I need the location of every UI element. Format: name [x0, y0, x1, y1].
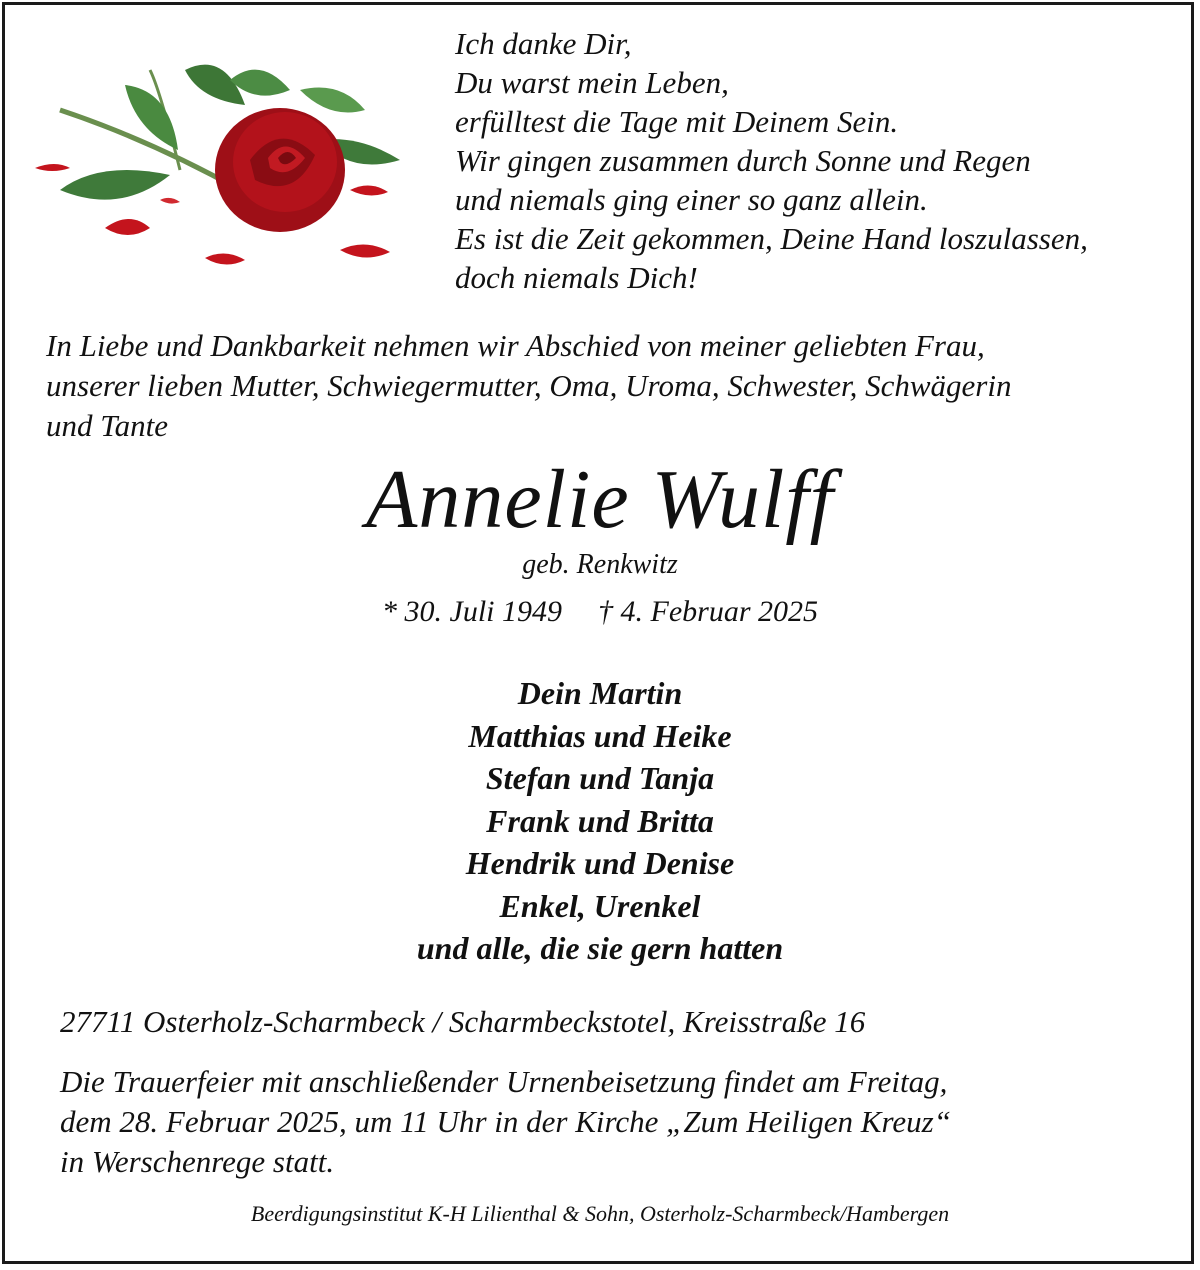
- poem-line: Es ist die Zeit gekommen, Deine Hand loszulassen,: [455, 221, 1088, 256]
- farewell-intro: [46, 326, 1156, 446]
- service-notice: [60, 1062, 1160, 1182]
- poem: [455, 24, 1175, 297]
- rose-image: [30, 50, 410, 280]
- life-dates: [0, 592, 1200, 632]
- family-list: [0, 672, 1200, 970]
- service-line: in Werschenrege statt.: [60, 1144, 335, 1179]
- maiden-name: geb. Renkwitz: [522, 549, 678, 580]
- poem-line: doch niemals Dich!: [455, 260, 698, 295]
- poem-line: und niemals ging einer so ganz allein.: [455, 182, 928, 217]
- family-member: Frank und Britta: [486, 802, 714, 839]
- service-line: dem 28. Februar 2025, um 11 Uhr in der Kirche „Zum Heiligen Kreuz“: [60, 1104, 951, 1139]
- poem-line: Wir gingen zusammen durch Sonne und Regen: [455, 143, 1031, 178]
- service-line: Die Trauerfeier mit anschließender Urnenbeisetzung findet am Freitag,: [60, 1064, 948, 1099]
- death-date: † 4. Februar 2025: [598, 595, 818, 628]
- family-member: Dein Martin: [517, 675, 683, 711]
- poem-line: Ich danke Dir,: [455, 26, 632, 61]
- intro-line: In Liebe und Dankbarkeit nehmen wir Abschied von meiner geliebten Frau,: [46, 328, 985, 363]
- intro-line: und Tante: [46, 408, 169, 443]
- family-member: und alle, die sie gern hatten: [416, 930, 784, 966]
- family-member: Stefan und Tanja: [485, 760, 715, 796]
- family-member: Enkel, Urenkel: [499, 887, 701, 924]
- family-member: Hendrik und Denise: [465, 845, 735, 881]
- poem-line: Du warst mein Leben,: [455, 65, 729, 100]
- poem-line: erfülltest die Tage mit Deinem Sein.: [455, 104, 899, 139]
- birth-date: * 30. Juli 1949: [382, 595, 562, 628]
- funeral-home: Beerdigungsinstitut K-H Lilienthal & Sohn, Osterholz-Scharmbeck/Hambergen: [250, 1201, 950, 1226]
- family-member: Matthias und Heike: [468, 717, 732, 754]
- address: 27711 Osterholz-Scharmbeck / Scharmbeckstotel, Kreisstraße 16: [60, 1004, 866, 1039]
- intro-line: unserer lieben Mutter, Schwiegermutter, Oma, Uroma, Schwester, Schwägerin: [46, 368, 1012, 403]
- deceased-name: Annelie Wulff: [366, 453, 834, 546]
